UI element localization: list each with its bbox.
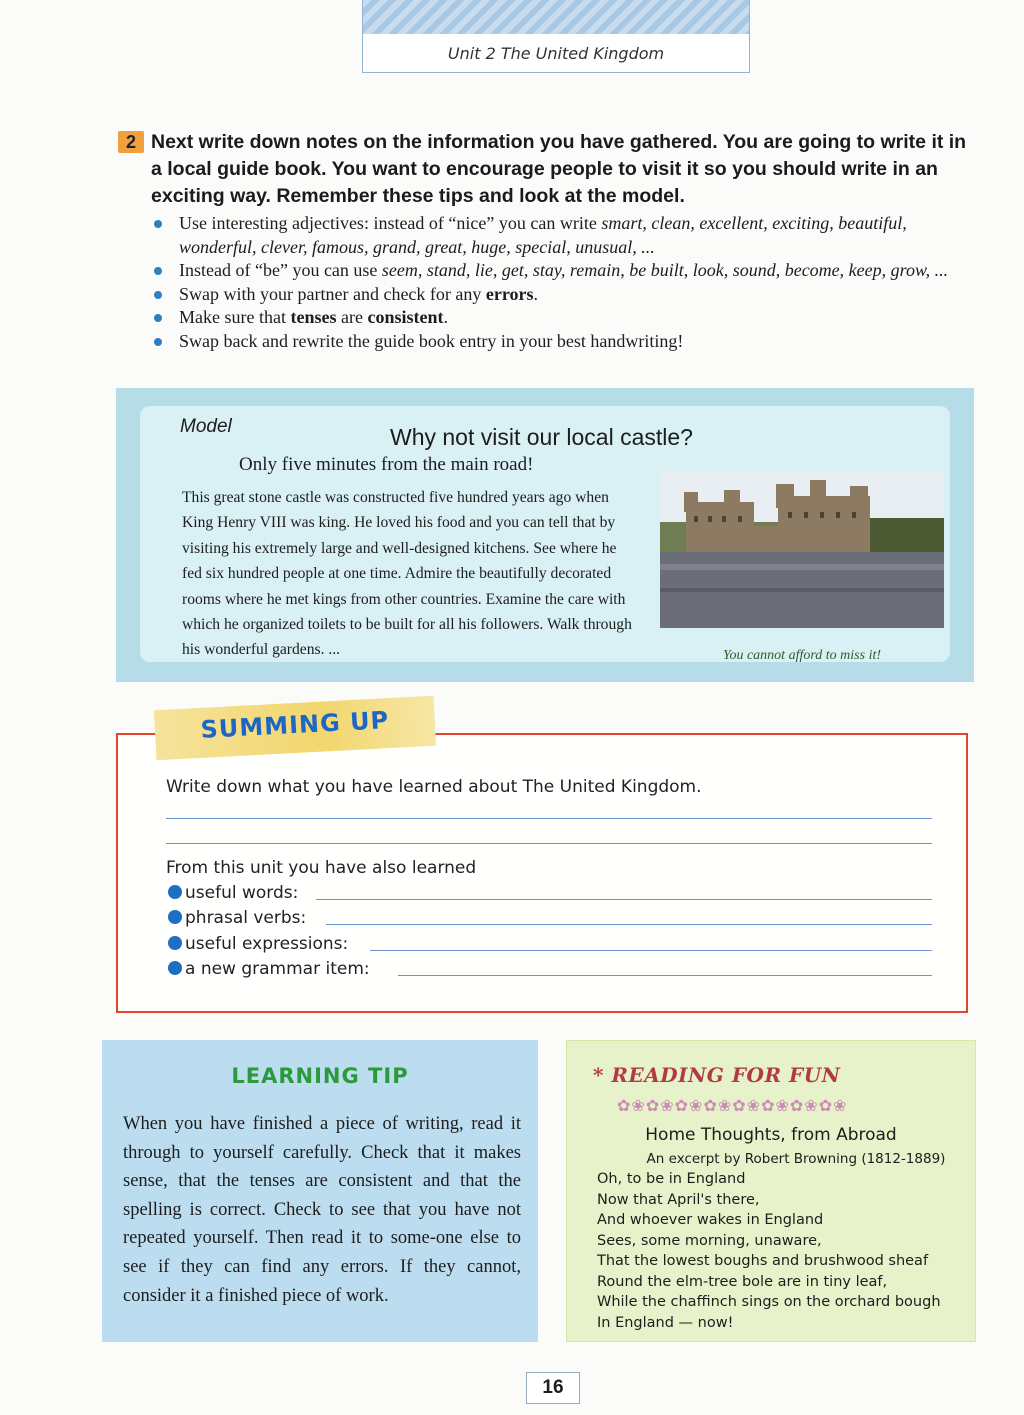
castle-photo [660, 472, 944, 628]
grammar-line[interactable] [398, 975, 932, 976]
useful-words-item: useful words: [168, 883, 298, 903]
flower-border-icon: ✿❀✿❀✿❀✿❀✿❀✿❀✿❀✿❀ [617, 1098, 848, 1115]
model-subtitle: Only five minutes from the main road! [239, 454, 534, 475]
poem-line: Round the elm-tree bole are in tiny leaf, [597, 1273, 888, 1290]
reading-for-fun-box [566, 1040, 976, 1342]
poem-line: And whoever wakes in England [597, 1212, 824, 1228]
model-body-text: This great stone castle was constructed five hundred years ago when King Henry VIII was king. He loved his food and you can tell that by visiting his extremely large and well-designed kitchens. See where he fed six hundred people at one time. Admire the beautifully decorated rooms where he met kings from other countries. Examine the care with which he organized toilets to be built for all his followers. Walk through his wonderful gardens. ... [182, 489, 632, 659]
summing-up-title: SUMMING UP [199, 706, 390, 744]
also-learned-label: From this unit you have also learned [166, 858, 477, 878]
grammar-item: a new grammar item: [168, 959, 370, 979]
poem-line: Oh, to be in England [597, 1171, 746, 1187]
useful-expressions-line[interactable] [370, 950, 932, 951]
model-label: Model [180, 416, 232, 437]
photo-caption: You cannot afford to miss it! [722, 648, 882, 663]
tip-item: Use interesting adjectives: instead of “nice” you can write smart, clean, excellent, exciting, beautiful, wonderful, clever, famous, grand, great, huge, special, unusual, ... [152, 212, 982, 259]
answer-line[interactable] [166, 843, 932, 844]
model-title: Why not visit our local castle? [390, 424, 693, 450]
reading-for-fun-title: * READING FOR FUN [593, 1063, 841, 1087]
learning-tip-box [102, 1040, 538, 1342]
summing-up-prompt: Write down what you have learned about The United Kingdom. [166, 777, 702, 797]
bullet-icon [168, 910, 182, 924]
poem-line: Now that April's there, [597, 1191, 760, 1208]
poem-byline: An excerpt by Robert Browning (1812-1889) [646, 1151, 946, 1167]
learning-tip-body: When you have finished a piece of writing, read it through to yourself carefully. Check that it makes sense, that the tenses are consistent and that the spelling is correct. Check to see that you have not repeated yourself. Then read it to some-one else to see if they can find any errors. If they cannot, consider it a finished piece of work. [123, 1114, 521, 1306]
task-instruction: Next write down notes on the information you have gathered. You are going to write it in a local guide book. You want to encourage people to visit it so you should write in an exciting way. Remember these tips and look at the model. [151, 131, 967, 207]
unit-header [362, 0, 750, 73]
model-box [116, 388, 974, 682]
poem-title: Home Thoughts, from Abroad [645, 1125, 897, 1145]
model-panel [140, 406, 950, 662]
poem-line: Sees, some morning, unaware, [597, 1232, 822, 1249]
tip-item: Swap back and rewrite the guide book entry in your best handwriting! [152, 330, 982, 354]
tip-item: Make sure that tenses are consistent. [152, 306, 982, 330]
poem-line: That the lowest boughs and brushwood sheaf [597, 1253, 929, 1269]
useful-expressions-item: useful expressions: [168, 934, 348, 954]
bullet-icon [168, 961, 182, 975]
poem-line: While the chaffinch sings on the orchard bough [597, 1294, 941, 1310]
useful-words-line[interactable] [316, 899, 932, 900]
bullet-icon [168, 936, 182, 950]
task-number-badge: 2 [118, 131, 144, 153]
tip-item: Instead of “be” you can use seem, stand, lie, get, stay, remain, be built, look, sound, become, keep, grow, ... [152, 259, 982, 283]
poem-lines [597, 1169, 941, 1333]
poem-line: In England — now! [597, 1314, 734, 1331]
tip-item: Swap with your partner and check for any errors. [152, 283, 982, 307]
unit-title: Unit 2 The United Kingdom [447, 44, 665, 63]
bullet-icon [168, 885, 182, 899]
phrasal-verbs-item: phrasal verbs: [168, 908, 306, 928]
page-number: 16 [526, 1372, 580, 1404]
phrasal-verbs-line[interactable] [326, 924, 932, 925]
answer-line[interactable] [166, 818, 932, 819]
learning-tip-title: LEARNING TIP [231, 1064, 409, 1088]
header-pattern [363, 0, 749, 34]
tips-list [152, 212, 982, 353]
